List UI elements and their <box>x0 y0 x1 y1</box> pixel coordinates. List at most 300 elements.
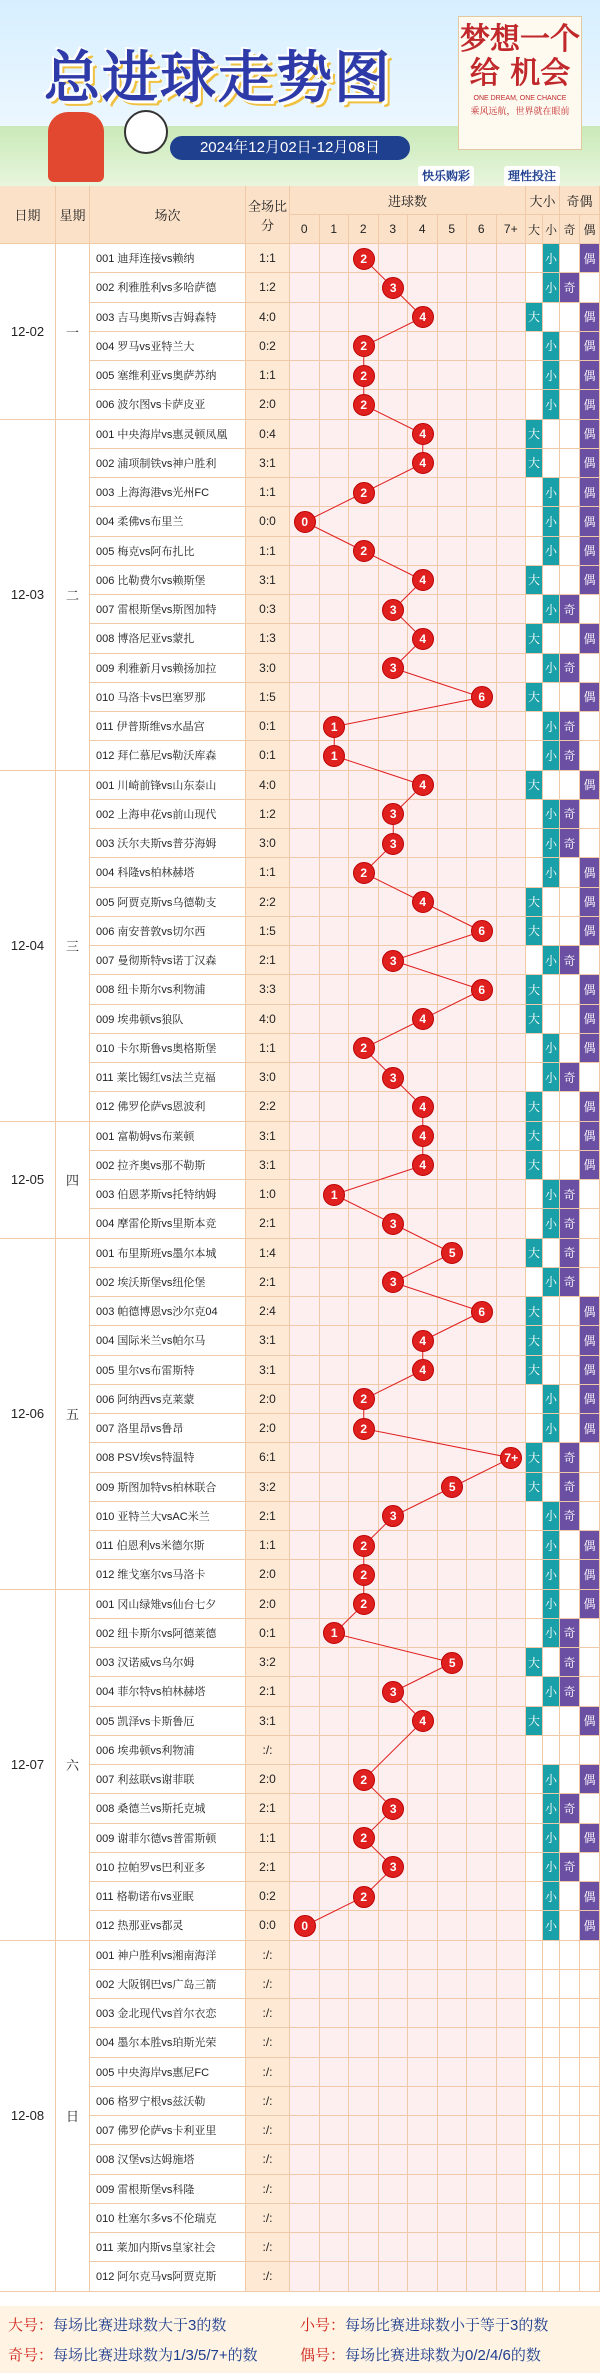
trend-segment <box>393 1282 482 1311</box>
match-name: 005 里尔vs布雷斯特 <box>90 1356 246 1385</box>
trend-segment <box>334 1633 452 1662</box>
weekday-cell: 一 <box>56 244 90 420</box>
small-cell: 小 <box>543 712 560 741</box>
even-cell: 偶 <box>580 566 600 595</box>
match-name: 007 雷根斯堡vs斯图加特 <box>90 595 246 624</box>
match-name: 011 伯恩利vs米德尔斯 <box>90 1531 246 1560</box>
match-name: 002 利雅胜利vs多哈萨德 <box>90 273 246 302</box>
match-name: 008 PSV埃vs特温特 <box>90 1443 246 1472</box>
date-cell: 12-03 <box>0 420 56 771</box>
match-score: 3:3 <box>246 975 290 1004</box>
big-cell: 大 <box>526 1443 543 1472</box>
header-fullscore: 全场比分 <box>246 186 290 244</box>
small-cell: 小 <box>543 1853 560 1882</box>
match-score: 0:2 <box>246 332 290 361</box>
match-score: 2:1 <box>246 1268 290 1297</box>
small-cell: 小 <box>543 1824 560 1853</box>
goal-point: 3 <box>382 1856 404 1878</box>
trend-segment <box>393 668 482 697</box>
match-name: 004 柔佛vs布里兰 <box>90 507 246 536</box>
match-score: 2:1 <box>246 1502 290 1531</box>
match-score: 0:3 <box>246 595 290 624</box>
match-score: 0:1 <box>246 741 290 770</box>
date-cell: 12-02 <box>0 244 56 420</box>
match-name: 006 比勒费尔vs赖斯堡 <box>90 566 246 595</box>
goal-point: 4 <box>412 1154 434 1176</box>
match-name: 004 墨尔本胜vs珀斯光荣 <box>90 2028 246 2057</box>
small-cell: 小 <box>543 595 560 624</box>
header-date: 日期 <box>0 186 56 244</box>
even-cell: 偶 <box>580 1824 600 1853</box>
match-name: 003 金北现代vs首尔衣恋 <box>90 1999 246 2028</box>
match-name: 007 曼彻斯特vs诺丁汉森 <box>90 946 246 975</box>
match-score: 0:4 <box>246 420 290 449</box>
soccer-ball-icon <box>124 110 168 154</box>
match-score: 2:0 <box>246 1560 290 1589</box>
small-cell: 小 <box>543 1209 560 1238</box>
big-cell: 大 <box>526 1122 543 1151</box>
odd-cell: 奇 <box>560 800 580 829</box>
goal-point: 5 <box>441 1476 463 1498</box>
even-cell: 偶 <box>580 888 600 917</box>
match-name: 009 利雅新月vs赖扬加拉 <box>90 654 246 683</box>
even-cell: 偶 <box>580 1326 600 1355</box>
match-name: 008 纽卡斯尔vs利物浦 <box>90 975 246 1004</box>
small-cell: 小 <box>543 1882 560 1911</box>
even-cell: 偶 <box>580 1092 600 1121</box>
big-cell: 大 <box>526 1297 543 1326</box>
match-score: 1:1 <box>246 478 290 507</box>
odd-cell: 奇 <box>560 741 580 770</box>
match-score: 1:4 <box>246 1239 290 1268</box>
match-name: 001 川崎前锋vs山东泰山 <box>90 771 246 800</box>
small-cell: 小 <box>543 1560 560 1589</box>
match-name: 012 热那亚vs都灵 <box>90 1911 246 1940</box>
match-name: 012 拜仁慕尼vs勒沃库森 <box>90 741 246 770</box>
match-name: 003 汉诺威vs乌尔姆 <box>90 1648 246 1677</box>
match-score: 1:0 <box>246 1180 290 1209</box>
match-name: 008 汉堡vs达姆施塔 <box>90 2145 246 2174</box>
small-cell: 小 <box>543 1180 560 1209</box>
logo-text: 梦想一个 给 机会 <box>460 22 580 91</box>
small-cell: 小 <box>543 1765 560 1794</box>
goal-point: 6 <box>471 1301 493 1323</box>
even-cell: 偶 <box>580 332 600 361</box>
odd-cell: 奇 <box>560 273 580 302</box>
odd-cell: 奇 <box>560 1677 580 1706</box>
even-cell: 偶 <box>580 449 600 478</box>
big-cell: 大 <box>526 1473 543 1502</box>
match-name: 005 梅克vs阿布扎比 <box>90 537 246 566</box>
trend-segment <box>334 697 482 726</box>
goal-point: 3 <box>382 1681 404 1703</box>
match-score: 1:1 <box>246 1824 290 1853</box>
goal-point: 1 <box>323 716 345 738</box>
match-name: 001 布里斯班vs墨尔本城 <box>90 1239 246 1268</box>
match-name: 005 凯泽vs卡斯鲁厄 <box>90 1707 246 1736</box>
small-cell: 小 <box>543 244 560 273</box>
match-score: 2:0 <box>246 1385 290 1414</box>
small-cell: 小 <box>543 478 560 507</box>
goal-point: 2 <box>353 365 375 387</box>
match-score: 0:0 <box>246 507 290 536</box>
match-name: 001 中央海岸vs惠灵顿凤凰 <box>90 420 246 449</box>
page-title: 总进球走势图 <box>44 46 392 111</box>
header-goal-col: 0 <box>290 215 320 244</box>
match-name: 004 科隆vs柏林赫塔 <box>90 858 246 887</box>
match-score: 2:2 <box>246 1092 290 1121</box>
even-cell: 偶 <box>580 361 600 390</box>
goal-point: 2 <box>353 1037 375 1059</box>
match-name: 011 格勒诺布vs亚眠 <box>90 1882 246 1911</box>
header-banner <box>0 0 600 186</box>
match-name: 006 埃弗顿vs利物浦 <box>90 1736 246 1765</box>
weekday-cell: 四 <box>56 1122 90 1239</box>
goal-point: 3 <box>382 950 404 972</box>
goal-point: 4 <box>412 1096 434 1118</box>
match-name: 010 杜塞尔多vs不伦瑞克 <box>90 2204 246 2233</box>
match-name: 012 阿尔克马vs阿贾克斯 <box>90 2262 246 2291</box>
small-cell: 小 <box>543 1619 560 1648</box>
header-goal-col: 3 <box>379 215 409 244</box>
trend-segment <box>393 961 482 990</box>
header-even: 偶 <box>580 215 600 244</box>
header-odd: 奇 <box>560 215 580 244</box>
big-cell: 大 <box>526 1092 543 1121</box>
even-cell: 偶 <box>580 1882 600 1911</box>
match-score: 2:1 <box>246 946 290 975</box>
big-cell: 大 <box>526 1005 543 1034</box>
match-score: 3:1 <box>246 1151 290 1180</box>
trend-segment <box>334 756 423 785</box>
small-cell: 小 <box>543 1268 560 1297</box>
big-cell: 大 <box>526 917 543 946</box>
even-cell: 偶 <box>580 1765 600 1794</box>
match-score: 0:1 <box>246 1619 290 1648</box>
match-name: 011 伊普斯维vs水晶宫 <box>90 712 246 741</box>
even-cell: 偶 <box>580 624 600 653</box>
match-score: 1:5 <box>246 917 290 946</box>
goal-point: 2 <box>353 394 375 416</box>
even-cell: 偶 <box>580 1122 600 1151</box>
badge-rational-bet: 理性投注 <box>504 166 560 186</box>
even-cell: 偶 <box>580 1414 600 1443</box>
big-cell: 大 <box>526 1356 543 1385</box>
match-score: :/: <box>246 2058 290 2087</box>
small-cell: 小 <box>543 1531 560 1560</box>
goal-point: 3 <box>382 599 404 621</box>
small-cell: 小 <box>543 1034 560 1063</box>
header-bigsmall: 大小 <box>526 186 560 215</box>
match-name: 008 桑德兰vs斯托克城 <box>90 1794 246 1823</box>
match-score: :/: <box>246 2145 290 2174</box>
even-cell: 偶 <box>580 1385 600 1414</box>
match-name: 012 佛罗伦萨vs恩波利 <box>90 1092 246 1121</box>
small-cell: 小 <box>543 1911 560 1940</box>
odd-cell: 奇 <box>560 595 580 624</box>
small-cell: 小 <box>543 1502 560 1531</box>
trend-segment <box>393 931 482 960</box>
legend-small: 小号：每场比赛进球数小于等于3的数 <box>300 2317 549 2334</box>
match-name: 009 谢菲尔德vs普雷斯顿 <box>90 1824 246 1853</box>
match-score: :/: <box>246 1941 290 1970</box>
goal-point: 0 <box>294 1915 316 1937</box>
goal-point: 2 <box>353 482 375 504</box>
legend-footer <box>0 2306 600 2373</box>
goal-point: 3 <box>382 1067 404 1089</box>
small-cell: 小 <box>543 858 560 887</box>
match-name: 004 摩雷伦斯vs里斯本竞 <box>90 1209 246 1238</box>
match-score: 1:1 <box>246 1034 290 1063</box>
trend-segment <box>364 1429 512 1458</box>
small-cell: 小 <box>543 507 560 536</box>
header-goals: 进球数 <box>290 186 526 215</box>
match-score: 0:0 <box>246 1911 290 1940</box>
even-cell: 偶 <box>580 507 600 536</box>
even-cell: 偶 <box>580 1911 600 1940</box>
header-goal-col: 4 <box>408 215 438 244</box>
match-score: 2:1 <box>246 1209 290 1238</box>
goal-point: 2 <box>353 1593 375 1615</box>
match-score: 2:1 <box>246 1853 290 1882</box>
match-name: 006 格罗宁根vs兹沃勒 <box>90 2087 246 2116</box>
match-name: 002 拉齐奥vs那不勒斯 <box>90 1151 246 1180</box>
match-score: 2:4 <box>246 1297 290 1326</box>
even-cell: 偶 <box>580 1151 600 1180</box>
match-score: :/: <box>246 2204 290 2233</box>
header-small: 小 <box>543 215 560 244</box>
match-score: :/: <box>246 2116 290 2145</box>
even-cell: 偶 <box>580 1560 600 1589</box>
goal-point: 2 <box>353 335 375 357</box>
match-name: 004 罗马vs亚特兰大 <box>90 332 246 361</box>
legend-even: 偶号：每场比赛进球数为0/2/4/6的数 <box>300 2347 541 2364</box>
date-cell: 12-07 <box>0 1590 56 1941</box>
date-cell: 12-06 <box>0 1239 56 1590</box>
header-goal-col: 5 <box>438 215 468 244</box>
match-name: 006 阿纳西vs克莱蒙 <box>90 1385 246 1414</box>
goal-point: 2 <box>353 1535 375 1557</box>
match-name: 002 纽卡斯尔vs阿德莱德 <box>90 1619 246 1648</box>
match-score: :/: <box>246 2028 290 2057</box>
odd-cell: 奇 <box>560 1180 580 1209</box>
weekday-cell: 六 <box>56 1590 90 1941</box>
small-cell: 小 <box>543 654 560 683</box>
match-name: 002 大阪钢巴vs广岛三箭 <box>90 1970 246 1999</box>
even-cell: 偶 <box>580 858 600 887</box>
big-cell: 大 <box>526 566 543 595</box>
match-score: 2:1 <box>246 1794 290 1823</box>
goal-point: 5 <box>441 1242 463 1264</box>
even-cell: 偶 <box>580 917 600 946</box>
goal-point: 4 <box>412 1710 434 1732</box>
match-score: 3:2 <box>246 1473 290 1502</box>
header-goal-col: 6 <box>467 215 497 244</box>
small-cell: 小 <box>543 1414 560 1443</box>
goal-point: 3 <box>382 657 404 679</box>
match-name: 003 帕德博恩vs沙尔克04 <box>90 1297 246 1326</box>
goal-point: 3 <box>382 1213 404 1235</box>
match-score: :/: <box>246 1970 290 1999</box>
match-score: :/: <box>246 1736 290 1765</box>
odd-cell: 奇 <box>560 1443 580 1472</box>
logo-english: ONE DREAM, ONE CHANCE <box>473 95 567 102</box>
match-name: 009 埃弗顿vs狼队 <box>90 1005 246 1034</box>
goal-point: 1 <box>323 1184 345 1206</box>
even-cell: 偶 <box>580 1005 600 1034</box>
match-name: 001 冈山绿雉vs仙台七夕 <box>90 1590 246 1619</box>
odd-cell: 奇 <box>560 1473 580 1502</box>
even-cell: 偶 <box>580 683 600 712</box>
even-cell: 偶 <box>580 771 600 800</box>
match-score: 2:0 <box>246 1765 290 1794</box>
even-cell: 偶 <box>580 303 600 332</box>
big-cell: 大 <box>526 888 543 917</box>
even-cell: 偶 <box>580 244 600 273</box>
goal-point: 6 <box>471 979 493 1001</box>
match-score: 1:1 <box>246 244 290 273</box>
goal-point: 4 <box>412 1125 434 1147</box>
small-cell: 小 <box>543 1063 560 1092</box>
weekday-cell: 五 <box>56 1239 90 1590</box>
odd-cell: 奇 <box>560 1063 580 1092</box>
dream-logo <box>458 16 582 150</box>
small-cell: 小 <box>543 946 560 975</box>
match-name: 005 阿贾克斯vs乌德勒支 <box>90 888 246 917</box>
header-big: 大 <box>526 215 543 244</box>
odd-cell: 奇 <box>560 1502 580 1531</box>
small-cell: 小 <box>543 829 560 858</box>
goal-point: 6 <box>471 920 493 942</box>
header-match: 场次 <box>90 186 246 244</box>
even-cell: 偶 <box>580 1531 600 1560</box>
big-cell: 大 <box>526 1707 543 1736</box>
match-score: :/: <box>246 2087 290 2116</box>
date-cell: 12-04 <box>0 771 56 1122</box>
goal-point: 2 <box>353 1564 375 1586</box>
date-cell: 12-08 <box>0 1941 56 2292</box>
small-cell: 小 <box>543 273 560 302</box>
goal-point: 5 <box>441 1652 463 1674</box>
match-score: 1:1 <box>246 537 290 566</box>
goal-point: 4 <box>412 452 434 474</box>
match-score: 3:0 <box>246 654 290 683</box>
logo-subtitle: 乘风远航，世界就在眼前 <box>470 106 570 116</box>
goal-point: 4 <box>412 628 434 650</box>
even-cell: 偶 <box>580 420 600 449</box>
header-goal-col: 7+ <box>497 215 527 244</box>
goal-point: 4 <box>412 774 434 796</box>
legend-big: 大号：每场比赛进球数大于3的数 <box>8 2317 227 2334</box>
match-score: 3:0 <box>246 829 290 858</box>
match-score: 6:1 <box>246 1443 290 1472</box>
odd-cell: 奇 <box>560 654 580 683</box>
odd-cell: 奇 <box>560 1648 580 1677</box>
odd-cell: 奇 <box>560 1619 580 1648</box>
weekday-cell: 三 <box>56 771 90 1122</box>
goal-point: 3 <box>382 1271 404 1293</box>
match-score: 1:1 <box>246 1531 290 1560</box>
match-score: 2:0 <box>246 390 290 419</box>
odd-cell: 奇 <box>560 829 580 858</box>
weekday-cell: 二 <box>56 420 90 771</box>
odd-cell: 奇 <box>560 1209 580 1238</box>
match-name: 005 塞维利亚vs奥萨苏纳 <box>90 361 246 390</box>
match-name: 006 南安普敦vs切尔西 <box>90 917 246 946</box>
even-cell: 偶 <box>580 390 600 419</box>
odd-cell: 奇 <box>560 712 580 741</box>
match-name: 010 拉帕罗vs巴利亚多 <box>90 1853 246 1882</box>
small-cell: 小 <box>543 1590 560 1619</box>
even-cell: 偶 <box>580 1590 600 1619</box>
match-name: 005 中央海岸vs惠尼FC <box>90 2058 246 2087</box>
goal-point: 4 <box>412 1008 434 1030</box>
match-name: 007 利兹联vs谢菲联 <box>90 1765 246 1794</box>
match-score: 1:1 <box>246 361 290 390</box>
match-score: 2:0 <box>246 1414 290 1443</box>
small-cell: 小 <box>543 1385 560 1414</box>
small-cell: 小 <box>543 537 560 566</box>
match-name: 007 洛里昂vs鲁昂 <box>90 1414 246 1443</box>
match-score: 3:1 <box>246 566 290 595</box>
goal-point: 4 <box>412 306 434 328</box>
match-score: 1:1 <box>246 858 290 887</box>
big-cell: 大 <box>526 683 543 712</box>
match-name: 002 浦项制铁vs神户胜利 <box>90 449 246 478</box>
match-score: :/: <box>246 2262 290 2291</box>
goal-point: 3 <box>382 277 404 299</box>
match-score: 4:0 <box>246 771 290 800</box>
even-cell: 偶 <box>580 975 600 1004</box>
goal-point: 2 <box>353 1418 375 1440</box>
match-score: 2:1 <box>246 1677 290 1706</box>
player-illustration <box>48 112 104 182</box>
trend-lines <box>0 186 600 2294</box>
goal-point: 3 <box>382 803 404 825</box>
goal-point: 3 <box>382 833 404 855</box>
goal-point: 1 <box>323 1622 345 1644</box>
match-score: 3:2 <box>246 1648 290 1677</box>
match-name: 010 卡尔斯鲁vs奥格斯堡 <box>90 1034 246 1063</box>
big-cell: 大 <box>526 303 543 332</box>
match-name: 002 上海申花vs前山现代 <box>90 800 246 829</box>
small-cell: 小 <box>543 741 560 770</box>
match-score: 1:5 <box>246 683 290 712</box>
small-cell: 小 <box>543 1677 560 1706</box>
match-score: 1:2 <box>246 273 290 302</box>
match-name: 010 亚特兰大vsAC米兰 <box>90 1502 246 1531</box>
date-cell: 12-05 <box>0 1122 56 1239</box>
even-cell: 偶 <box>580 537 600 566</box>
match-name: 003 伯恩茅斯vs托特纳姆 <box>90 1180 246 1209</box>
match-name: 011 莱加内斯vs皇家社会 <box>90 2233 246 2262</box>
small-cell: 小 <box>543 332 560 361</box>
big-cell: 大 <box>526 1326 543 1355</box>
match-name: 009 雷根斯堡vs科隆 <box>90 2175 246 2204</box>
date-range: 2024年12月02日-12月08日 <box>170 136 410 160</box>
match-score: 3:1 <box>246 1707 290 1736</box>
goal-point: 1 <box>323 745 345 767</box>
match-score: :/: <box>246 2233 290 2262</box>
goal-point: 2 <box>353 1388 375 1410</box>
small-cell: 小 <box>543 1794 560 1823</box>
match-name: 001 神户胜利vs湘南海洋 <box>90 1941 246 1970</box>
match-score: :/: <box>246 2175 290 2204</box>
match-name: 001 富勒姆vs布莱顿 <box>90 1122 246 1151</box>
odd-cell: 奇 <box>560 946 580 975</box>
match-name: 008 博洛尼亚vs蒙扎 <box>90 624 246 653</box>
goal-point: 2 <box>353 1827 375 1849</box>
